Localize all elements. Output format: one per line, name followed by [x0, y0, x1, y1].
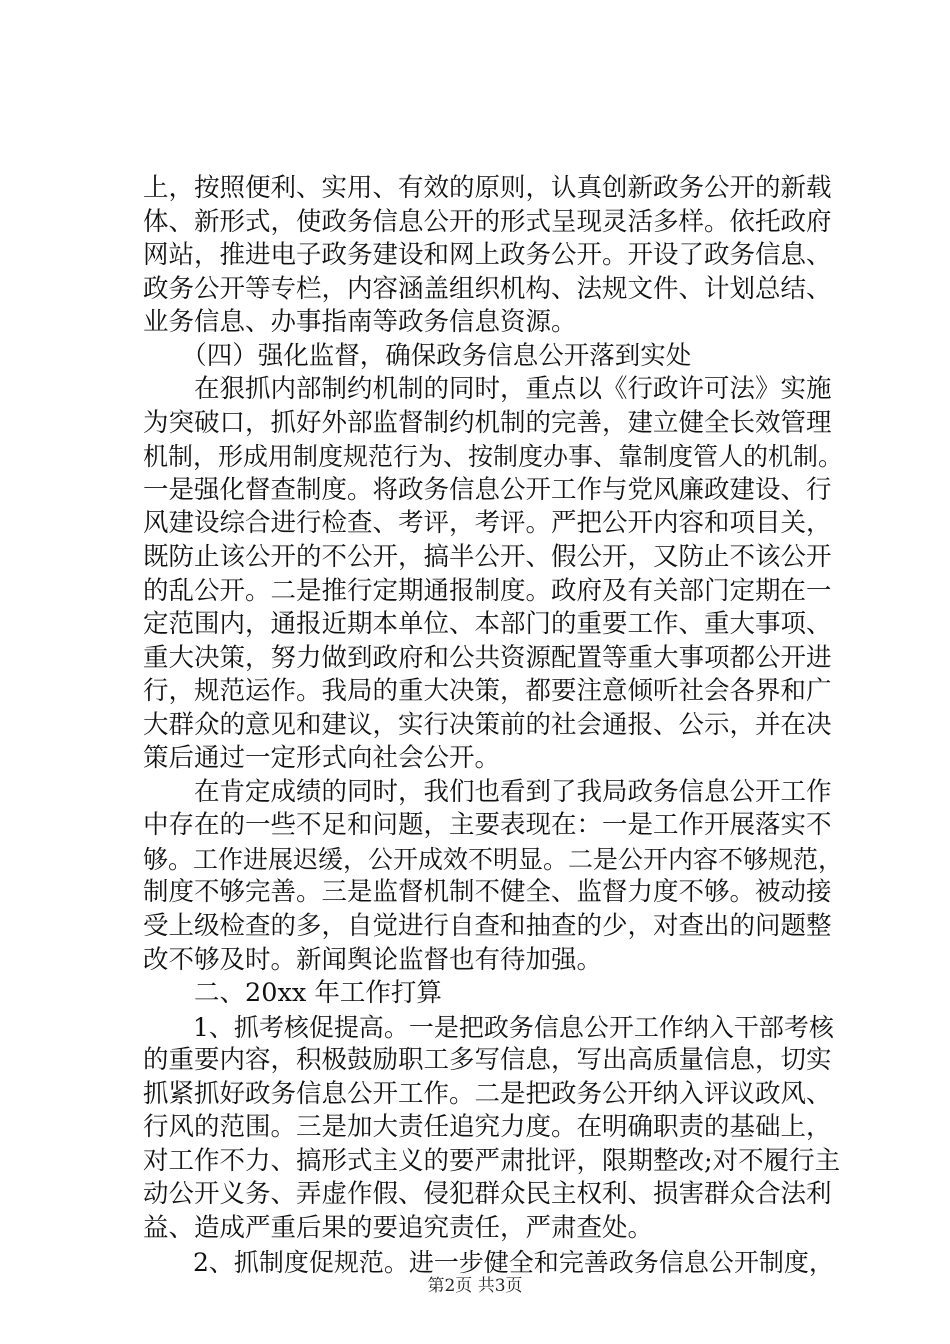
text-line: 的重要内容，积极鼓励职工多写信息，写出高质量信息，切实 — [143, 1045, 832, 1076]
page-footer: 第2页 共3页 — [427, 1276, 523, 1296]
text-line: 体、新形式，使政务信息公开的形式呈现灵活多样。依托政府 — [143, 206, 832, 237]
text-line: 二、20xx 年工作打算 — [143, 978, 442, 1009]
text-line: 重大决策，努力做到政府和公共资源配置等重大事项都公开进 — [143, 642, 832, 673]
text-line: 对工作不力、搞形式主义的要严肃批评，限期整改;对不履行主 — [143, 1145, 841, 1176]
text-line: 上，按照便利、实用、有效的原则，认真创新政务公开的新载 — [143, 173, 832, 203]
text-line: 2、抓制度促规范。进一步健全和完善政务信息公开制度， — [143, 1247, 834, 1277]
text-line: 机制，形成用制度规范行为、按制度办事、靠制度管人的机制。 — [143, 442, 844, 472]
text-line: 定范围内，通报近期本单位、本部门的重要工作、重大事项、 — [143, 609, 832, 640]
text-line: 抓紧抓好政务信息公开工作。二是把政务公开纳入评议政风、 — [143, 1078, 832, 1109]
text-line: 1、抓考核促提高。一是把政务信息公开工作纳入干部考核 — [143, 1012, 834, 1042]
text-line: 政务公开等专栏，内容涵盖组织机构、法规文件、计划总结、 — [143, 273, 832, 304]
text-line: 受上级检查的多，自觉进行自查和抽查的少，对查出的问题整 — [143, 911, 832, 942]
text-line: 行，规范运作。我局的重大决策，都要注意倾听社会各界和广 — [143, 676, 832, 707]
text-line: 在狠抓内部制约机制的同时，重点以《行政许可法》实施 — [143, 374, 832, 405]
text-line: 策后通过一定形式向社会公开。 — [143, 743, 501, 774]
text-line: 为突破口，抓好外部监督制约机制的完善，建立健全长效管理 — [143, 407, 832, 438]
text-line: 够。工作进展迟缓，公开成效不明显。二是公开内容不够规范， — [143, 844, 844, 874]
text-line: 益、造成严重后果的要追究责任，严肃查处。 — [143, 1212, 654, 1243]
body-text — [143, 172, 843, 1279]
text-line: 业务信息、办事指南等政务信息资源。 — [143, 307, 577, 338]
text-line: 动公开义务、弄虚作假、侵犯群众民主权利、损害群众合法利 — [143, 1179, 832, 1210]
text-line: 既防止该公开的不公开，搞半公开、假公开，又防止不该公开 — [143, 542, 832, 573]
text-line: 行风的范围。三是加大责任追究力度。在明确职责的基础上， — [143, 1112, 832, 1143]
text-line: 中存在的一些不足和问题，主要表现在：一是工作开展落实不 — [143, 810, 832, 841]
text-line: 制度不够完善。三是监督机制不健全、监督力度不够。被动接 — [143, 877, 832, 908]
text-line: 一是强化督查制度。将政务信息公开工作与党风廉政建设、行 — [143, 474, 832, 505]
text-line: 在肯定成绩的同时，我们也看到了我局政务信息公开工作 — [143, 776, 832, 807]
text-line: 风建设综合进行检查、考评，考评。严把公开内容和项目关， — [143, 508, 832, 539]
text-line: 改不够及时。新闻舆论监督也有待加强。 — [143, 944, 603, 975]
text-line: 的乱公开。二是推行定期通报制度。政府及有关部门定期在一 — [143, 575, 832, 606]
text-line: （四）强化监督，确保政务信息公开落到实处 — [143, 340, 692, 371]
text-line: 网站，推进电子政务建设和网上政务公开。开设了政务信息、 — [143, 240, 832, 271]
text-line: 大群众的意见和建议，实行决策前的社会通报、公示，并在决 — [143, 709, 832, 740]
